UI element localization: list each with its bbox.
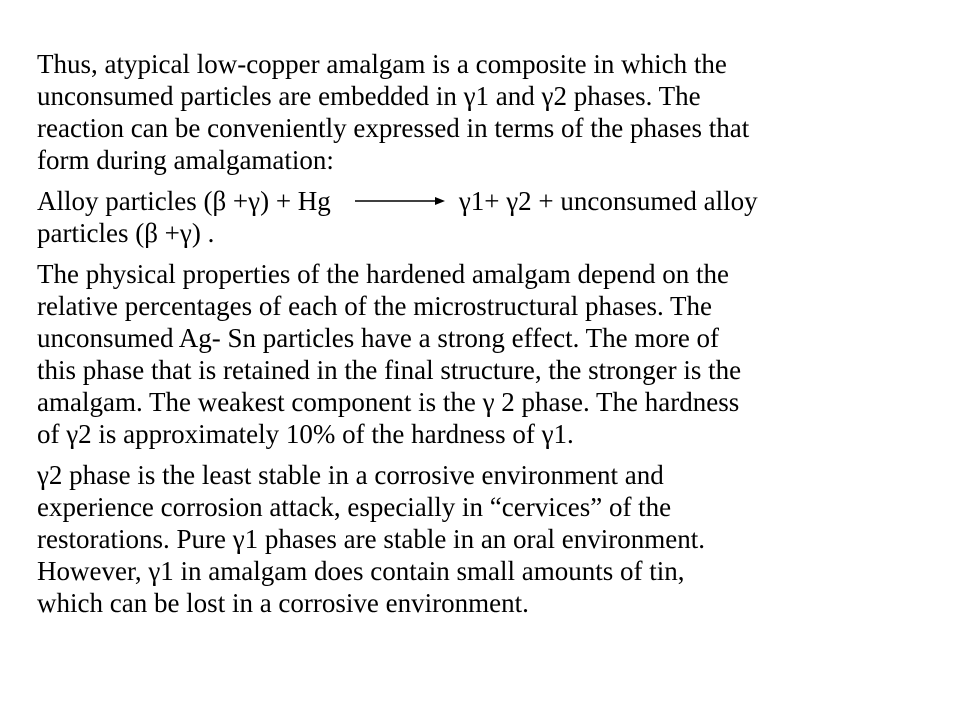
text-line: amalgam. The weakest component is the γ 2 phase. The hardness (37, 387, 740, 417)
paragraph-corrosion (37, 459, 907, 619)
paragraph-physical-properties (37, 258, 907, 450)
paragraph-composite-description (37, 48, 907, 176)
slide-body (37, 48, 907, 619)
text-line: unconsumed Ag- Sn particles have a strong effect. The more of (37, 323, 720, 353)
reaction-products: γ1+ γ2 + unconsumed alloy (458, 186, 758, 216)
text-line: restorations. Pure γ1 phases are stable in an oral environment. (37, 524, 705, 554)
reaction-reactants: Alloy particles (β +γ) + Hg (37, 186, 331, 216)
text-line: form during amalgamation: (37, 145, 334, 175)
paragraph-reaction-equation (37, 185, 907, 249)
text-line: reaction can be conveniently expressed in terms of the phases that (37, 113, 750, 143)
reaction-continuation: particles (β +γ) . (37, 218, 215, 248)
reaction-line (37, 185, 907, 217)
text-line: relative percentages of each of the microstructural phases. The (37, 291, 712, 321)
reaction-arrow-icon (355, 194, 445, 208)
text-line: However, γ1 in amalgam does contain small amounts of tin, (37, 556, 685, 586)
text-line: experience corrosion attack, especially in “cervices” of the (37, 492, 672, 522)
text-line: of γ2 is approximately 10% of the hardness of γ1. (37, 419, 574, 449)
text-line: unconsumed particles are embedded in γ1 and γ2 phases. The (37, 81, 701, 111)
text-line: this phase that is retained in the final structure, the stronger is the (37, 355, 742, 385)
text-line: γ2 phase is the least stable in a corrosive environment and (37, 460, 664, 490)
text-line: which can be lost in a corrosive environment. (37, 588, 529, 618)
text-line: The physical properties of the hardened amalgam depend on the (37, 259, 729, 289)
text-line: Thus, atypical low-copper amalgam is a composite in which the (37, 49, 727, 79)
